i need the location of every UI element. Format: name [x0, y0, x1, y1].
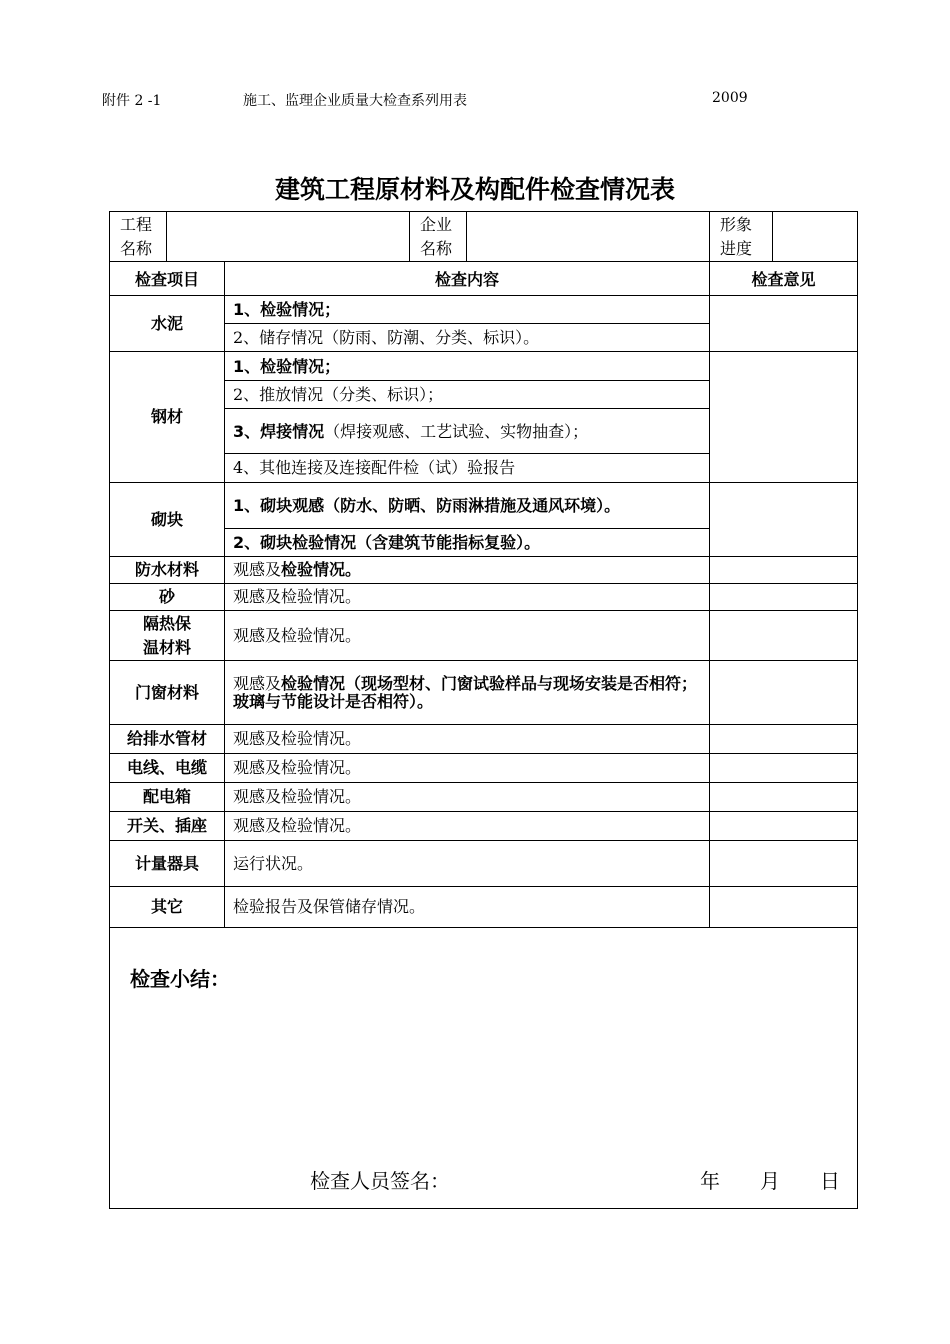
company-name-field[interactable]	[467, 212, 710, 262]
attachment-label: 附件 2 -1	[102, 93, 162, 109]
item-insulation: 隔热保 温材料	[110, 611, 225, 661]
summary-label: 检查小结：	[130, 967, 230, 991]
project-name-label: 工程 名称	[110, 212, 167, 262]
content-pipe: 观感及检验情况。	[225, 725, 710, 754]
content-line: 2、推放情况（分类、标识）；	[233, 385, 444, 404]
table-row	[110, 661, 858, 725]
opinion-cement[interactable]	[710, 296, 858, 352]
table-row	[110, 483, 858, 557]
progress-field[interactable]	[773, 212, 858, 262]
date-day: 日	[820, 1169, 840, 1193]
opinion-window[interactable]	[710, 661, 858, 725]
progress-label: 形象 进度	[710, 212, 773, 262]
item-cement: 水泥	[110, 296, 225, 352]
opinion-waterproof[interactable]	[710, 557, 858, 584]
inspection-table	[109, 211, 858, 1209]
opinion-meter[interactable]	[710, 841, 858, 887]
content-line: 1、检验情况；	[233, 357, 341, 376]
content-line-rest: （焊接观感、工艺试验、实物抽查）；	[324, 421, 589, 441]
item-block: 砌块	[110, 483, 225, 557]
year-label: 2009	[712, 90, 748, 106]
item-pipe: 给排水管材	[110, 725, 225, 754]
content-block	[225, 483, 710, 557]
date-year: 年	[700, 1169, 720, 1193]
content-insulation: 观感及检验情况。	[225, 611, 710, 661]
signature-label: 检查人员签名：	[310, 1169, 450, 1193]
table-row	[110, 352, 858, 483]
item-steel: 钢材	[110, 352, 225, 483]
series-label: 施工、监理企业质量大检查系列用表	[243, 93, 467, 109]
content-line: 1、砌块观感（防水、防晒、防雨淋措施及通风环境）。	[233, 496, 621, 515]
content-other: 检验报告及保管储存情况。	[225, 887, 710, 928]
table-row	[110, 611, 858, 661]
col-opinion-header: 检查意见	[710, 262, 858, 296]
opinion-box[interactable]	[710, 783, 858, 812]
opinion-steel[interactable]	[710, 352, 858, 483]
content-line: 2、储存情况（防雨、防潮、分类、标识）。	[233, 328, 540, 347]
opinion-block[interactable]	[710, 483, 858, 557]
table-row	[110, 754, 858, 783]
table-row	[110, 887, 858, 928]
page-title: 建筑工程原材料及构配件检查情况表	[274, 175, 675, 204]
table-row	[110, 296, 858, 352]
content-sand: 观感及检验情况。	[225, 584, 710, 611]
opinion-switch[interactable]	[710, 812, 858, 841]
content-line: 2、砌块检验情况（含建筑节能指标复验）。	[233, 532, 541, 552]
column-header-row	[110, 262, 858, 296]
opinion-wire[interactable]	[710, 754, 858, 783]
table-row	[110, 557, 858, 584]
content-steel	[225, 352, 710, 483]
summary-cell[interactable]	[110, 928, 858, 1209]
table-row	[110, 841, 858, 887]
content-box: 观感及检验情况。	[225, 783, 710, 812]
item-wire: 电线、电缆	[110, 754, 225, 783]
col-item-header: 检查项目	[110, 262, 225, 296]
table-row	[110, 725, 858, 754]
table-row	[110, 584, 858, 611]
item-switch: 开关、插座	[110, 812, 225, 841]
content-line: 4、其他连接及连接配件检（试）验报告	[233, 458, 516, 477]
opinion-pipe[interactable]	[710, 725, 858, 754]
company-name-label: 企业 名称	[410, 212, 467, 262]
item-window: 门窗材料	[110, 661, 225, 725]
date-month: 月	[760, 1169, 780, 1193]
content-cement	[225, 296, 710, 352]
content-meter: 运行状况。	[225, 841, 710, 887]
info-row	[110, 212, 858, 262]
content-line-bold: 3、焊接情况	[233, 421, 325, 441]
table-row	[110, 783, 858, 812]
item-other: 其它	[110, 887, 225, 928]
project-name-field[interactable]	[167, 212, 410, 262]
opinion-insulation[interactable]	[710, 611, 858, 661]
content-switch: 观感及检验情况。	[225, 812, 710, 841]
date-labels	[700, 1165, 840, 1194]
content-window: 观感及检验情况（现场型材、门窗试验样品与现场安装是否相符；玻璃与节能设计是否相符）。	[225, 661, 710, 725]
item-waterproof: 防水材料	[110, 557, 225, 584]
content-line: 1、检验情况；	[233, 300, 341, 319]
item-meter: 计量器具	[110, 841, 225, 887]
summary-row	[110, 928, 858, 1209]
content-waterproof: 观感及检验情况。	[225, 557, 710, 584]
table-row	[110, 812, 858, 841]
opinion-sand[interactable]	[710, 584, 858, 611]
col-content-header: 检查内容	[225, 262, 710, 296]
opinion-other[interactable]	[710, 887, 858, 928]
item-box: 配电箱	[110, 783, 225, 812]
content-wire: 观感及检验情况。	[225, 754, 710, 783]
item-sand: 砂	[110, 584, 225, 611]
